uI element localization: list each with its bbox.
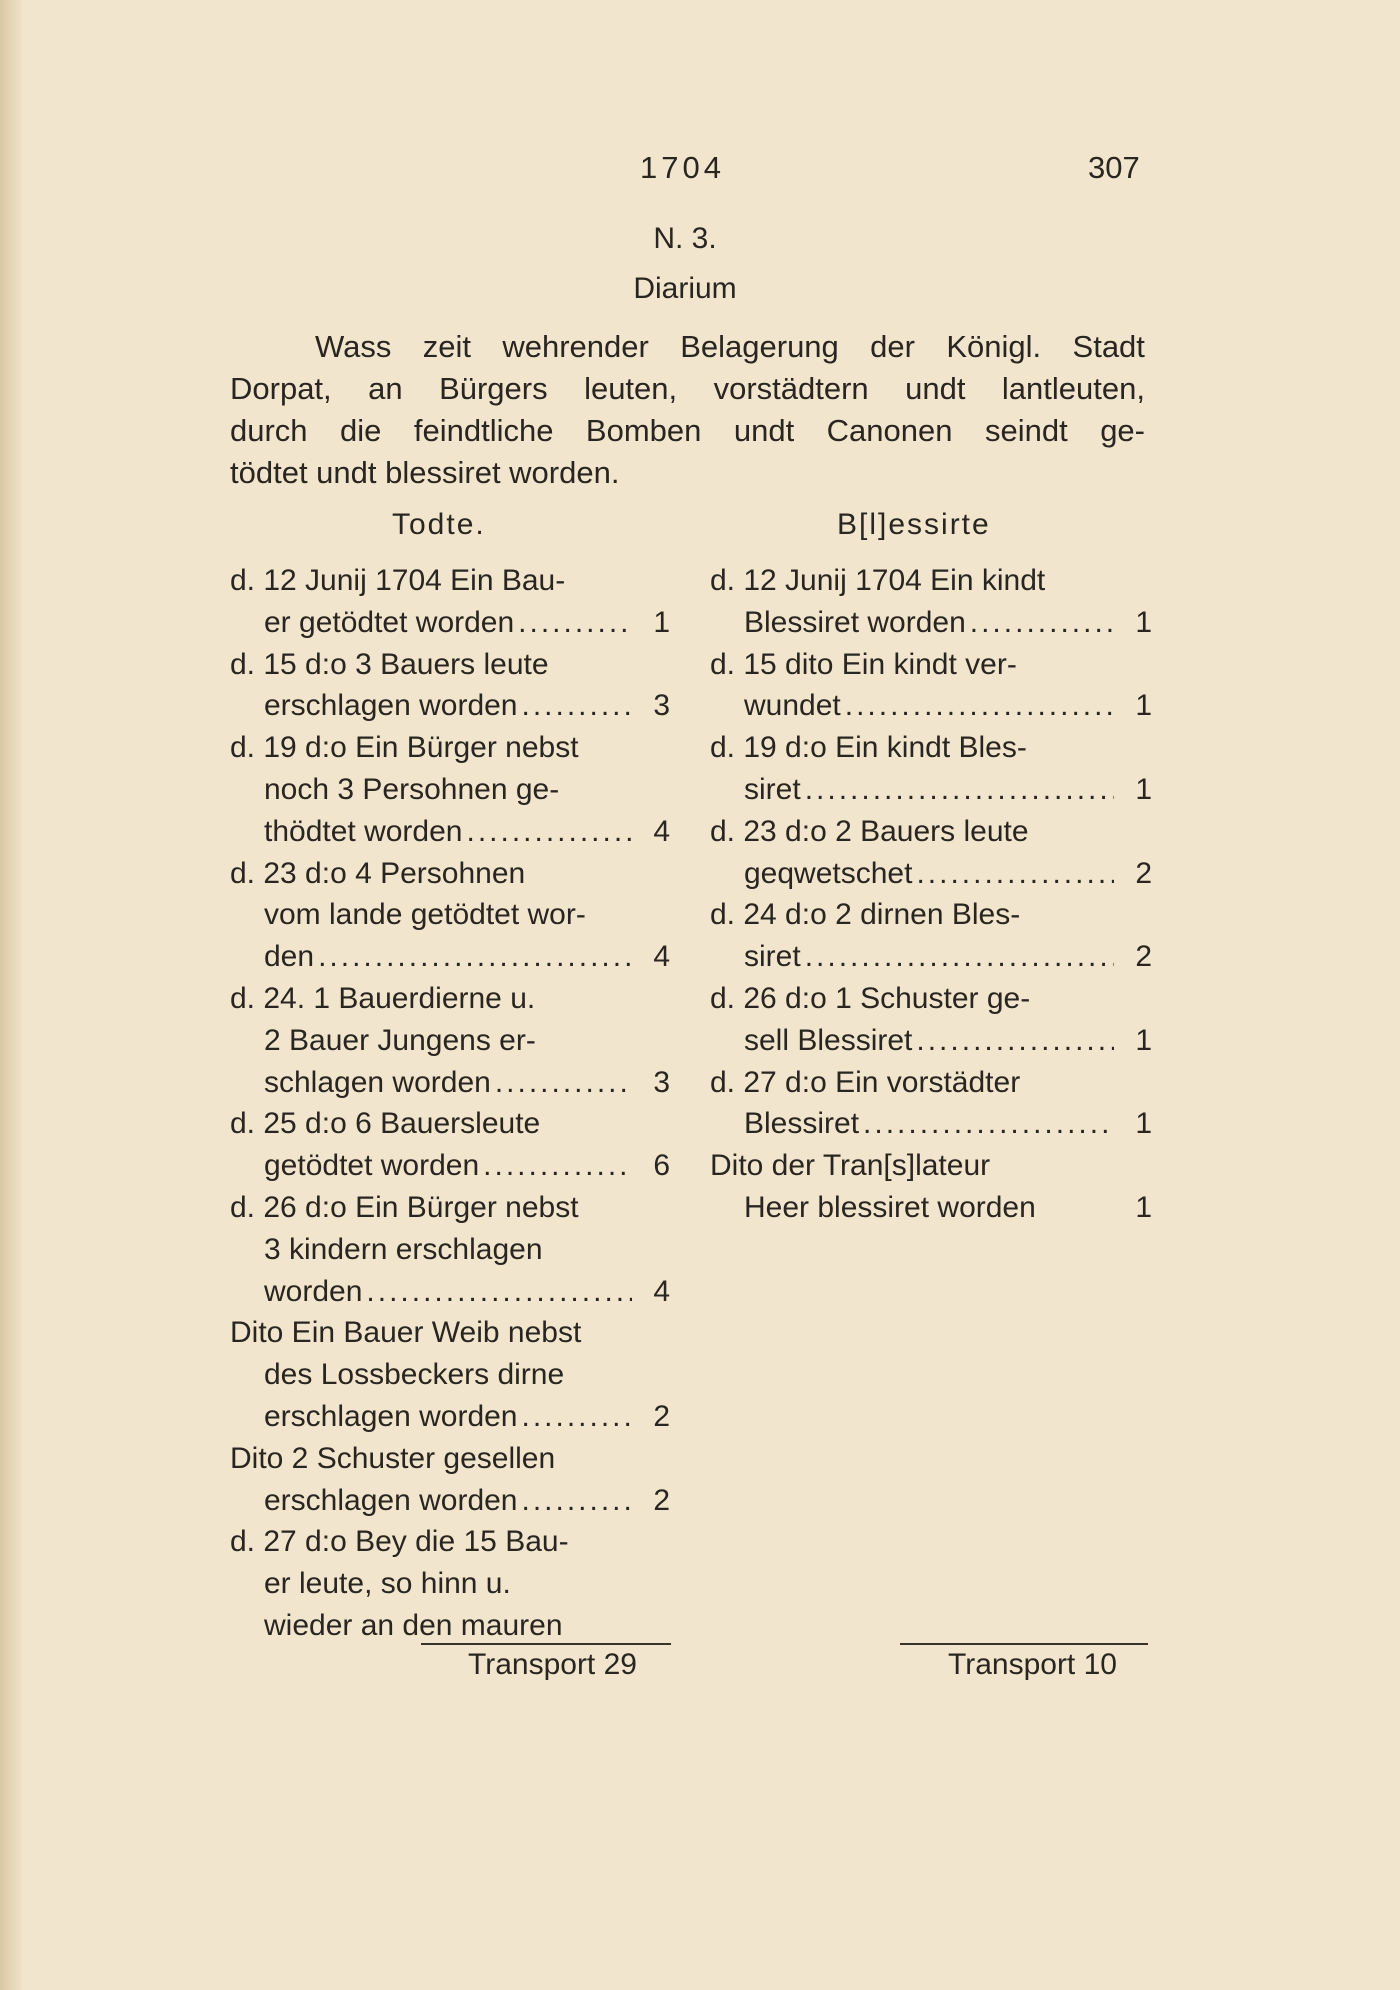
entry-line: d. 15 d:o 3 Bauers leute (230, 647, 549, 681)
leader-dots (970, 602, 1114, 644)
entry-final-line: sell Blessiret ..... 1 (710, 1020, 1152, 1062)
ledger-entry (710, 894, 1152, 978)
entry-count: 4 (653, 814, 670, 848)
leader-dots (518, 602, 632, 644)
page-header (0, 150, 1400, 200)
intro-line: tödtet undt blessiret worden. (230, 455, 620, 490)
intro-line: Dorpat, an Bürgers leuten, vorstädtern undt lantleuten, (230, 371, 1145, 406)
leader-dots (495, 1062, 632, 1104)
leader-dots (805, 936, 1114, 978)
todte-transport-total: Transport 29 (468, 1648, 637, 1681)
leader-dots (366, 1271, 632, 1313)
leader-dots (483, 1145, 632, 1187)
intro-paragraph (230, 326, 1145, 494)
document-number: N. 3. (653, 222, 717, 255)
entry-count: 2 (1135, 856, 1152, 890)
entry-count: 1 (1135, 1190, 1152, 1224)
entry-count: 1 (1135, 772, 1152, 806)
entry-count: 3 (653, 1065, 670, 1099)
leader-dots (916, 1020, 1114, 1062)
leader-dots (318, 936, 632, 978)
ledger-entry (230, 1521, 670, 1646)
todte-heading: Todte. (392, 508, 486, 541)
running-head-year: 1704 (640, 150, 725, 185)
entry-final-line: wundet ..... 1 (710, 685, 1152, 727)
entry-line: 3 kindern erschlagen (264, 1232, 543, 1266)
entry-line: vom lande getödtet wor- (264, 898, 586, 932)
entry-final-line: worden ..... 4 (230, 1271, 670, 1313)
entry-count: 3 (653, 689, 670, 723)
blessirte-heading: B[l]essirte (837, 508, 991, 541)
entry-final-line: erschlagen worden ..... 2 (230, 1396, 670, 1438)
ledger-entry (230, 1187, 670, 1312)
entry-final-line: den ..... 4 (230, 936, 670, 978)
entry-count: 4 (653, 1274, 670, 1308)
entry-line: d. 23 d:o 4 Persohnen (230, 856, 526, 890)
entry-line: 2 Bauer Jungens er- (264, 1023, 536, 1057)
entry-count: 2 (653, 1399, 670, 1433)
ledger-entry (710, 560, 1152, 644)
entry-line: d. 12 Junij 1704 Ein kindt (710, 564, 1046, 597)
leader-dots (522, 685, 633, 727)
leader-dots (805, 769, 1114, 811)
ledger-entry (710, 644, 1152, 728)
entry-line: d. 25 d:o 6 Bauersleute (230, 1107, 541, 1141)
right-sum-rule (900, 1643, 1148, 1645)
leader-dots (466, 811, 632, 853)
entry-final-line: erschlagen worden ..... 3 (230, 685, 670, 727)
entry-final-line: geqwetschet ..... 2 (710, 853, 1152, 895)
entry-final-line: er getödtet worden ..... 1 (230, 602, 670, 644)
ledger-entry (230, 560, 670, 644)
ledger-entry (230, 1438, 670, 1522)
left-sum-rule (421, 1643, 671, 1645)
entry-line: d. 26 d:o Ein Bürger nebst (230, 1190, 579, 1224)
document-title: Diarium (633, 272, 737, 305)
entry-count: 1 (653, 605, 670, 639)
entry-count: 2 (1135, 940, 1152, 974)
ledger-entry (230, 644, 670, 728)
entry-line: d. 27 d:o Bey die 15 Bau- (230, 1525, 569, 1559)
ledger-entry (230, 1103, 670, 1187)
entry-count: 1 (1135, 1107, 1152, 1141)
page-number: 307 (1088, 150, 1140, 185)
entry-count: 4 (653, 940, 670, 974)
leader-dots (522, 1396, 633, 1438)
entry-line: d. 19 d:o Ein kindt Bles- (710, 731, 1027, 765)
blessirte-list (710, 560, 1152, 1229)
blessirte-transport-total: Transport 10 (948, 1648, 1117, 1681)
entry-line: noch 3 Persohnen ge- (264, 772, 560, 806)
entry-line: er leute, so hinn u. (264, 1567, 511, 1601)
entry-final-line: siret ..... 1 (710, 769, 1152, 811)
ledger-entry (230, 978, 670, 1103)
entry-count: 2 (653, 1483, 670, 1517)
entry-final-line: Heer blessiret worden 1 (710, 1187, 1152, 1229)
entry-count: 1 (1135, 689, 1152, 723)
entry-line: Dito der Tran[s]lateur (710, 1149, 991, 1183)
leader-dots (845, 685, 1114, 727)
entry-line: d. 27 d:o Ein vorstädter (710, 1065, 1021, 1099)
ledger-entry (230, 853, 670, 978)
leader-dots (916, 853, 1114, 895)
entry-final-line: Blessiret ..... 1 (710, 1103, 1152, 1145)
entry-final-line: siret ..... 2 (710, 936, 1152, 978)
ledger-entry (710, 727, 1152, 811)
ledger-entry (230, 727, 670, 852)
entry-line: wieder an den mauren (264, 1608, 563, 1642)
entry-final-line: getödtet worden ..... 6 (230, 1145, 670, 1187)
leader-dots (522, 1480, 633, 1522)
entry-line: d. 15 dito Ein kindt ver- (710, 647, 1017, 681)
entry-count: 6 (653, 1149, 670, 1183)
intro-line: Wass zeit wehrender Belagerung der Königl. Stadt (315, 329, 1145, 364)
entry-line: d. 26 d:o 1 Schuster ge- (710, 981, 1031, 1015)
entry-line: d. 23 d:o 2 Bauers leute (710, 814, 1029, 848)
entry-line: des Lossbeckers dirne (264, 1358, 565, 1392)
entry-count: 1 (1135, 1023, 1152, 1057)
ledger-entry (710, 811, 1152, 895)
ledger-entry (710, 978, 1152, 1062)
entry-line: d. 24. 1 Bauerdierne u. (230, 981, 536, 1015)
ledger-entry (710, 1145, 1152, 1229)
entry-final-line: thödtet worden ..... 4 (230, 811, 670, 853)
entry-line: d. 19 d:o Ein Bürger nebst (230, 731, 579, 765)
entry-final-line: erschlagen worden ..... 2 (230, 1480, 670, 1522)
entry-line: Dito 2 Schuster gesellen (230, 1441, 556, 1475)
ledger-entry (710, 1062, 1152, 1146)
todte-list (230, 560, 670, 1647)
entry-line: d. 24 d:o 2 dirnen Bles- (710, 898, 1021, 932)
entry-line: Dito Ein Bauer Weib nebst (230, 1316, 582, 1350)
ledger-entry (230, 1312, 670, 1437)
intro-line: durch die feindtliche Bomben undt Canonen seindt ge- (230, 413, 1145, 448)
entry-final-line: Blessiret worden ..... 1 (710, 602, 1152, 644)
entry-line: d. 12 Junij 1704 Ein Bau- (230, 564, 566, 597)
entry-count: 1 (1135, 605, 1152, 639)
entry-final-line: schlagen worden ..... 3 (230, 1062, 670, 1104)
leader-dots (863, 1103, 1114, 1145)
